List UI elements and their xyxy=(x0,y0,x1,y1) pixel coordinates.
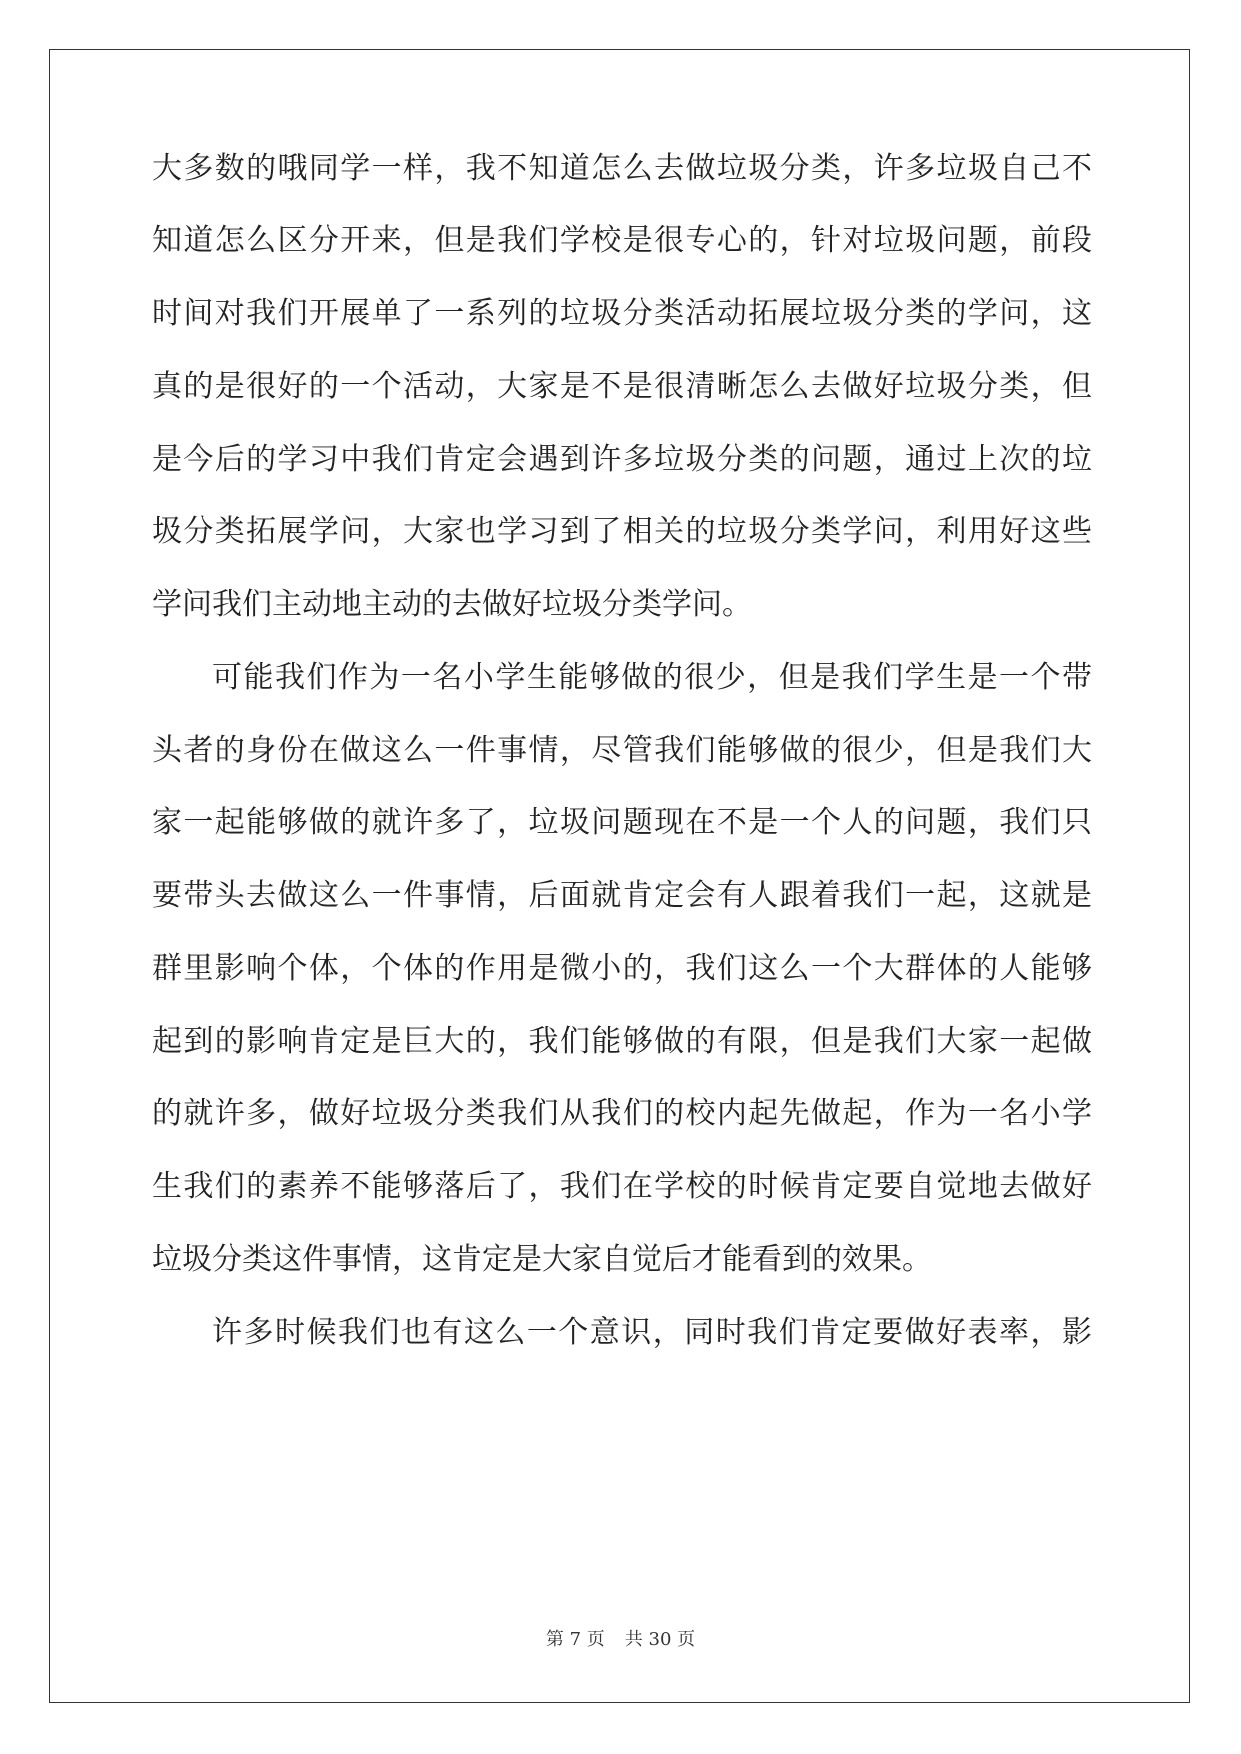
text-line: 起到的影响肯定是巨大的，我们能够做的有限，但是我们大家一起做 xyxy=(152,1024,1092,1059)
text-line: 群里影响个体，个体的作用是微小的，我们这么一个大群体的人能够 xyxy=(152,951,1092,986)
text-line: 学问我们主动地主动的去做好垃圾分类学问。 xyxy=(152,587,752,622)
text-line: 头者的身份在做这么一件事情，尽管我们能够做的很少，但是我们大 xyxy=(152,733,1092,768)
text-line: 真的是很好的一个活动，大家是不是很清晰怎么去做好垃圾分类，但 xyxy=(152,369,1092,404)
paragraph-first-line: 可能我们作为一名小学生能够做的很少，但是我们学生是一个带 xyxy=(212,660,1092,695)
text-line: 圾分类拓展学问，大家也学习到了相关的垃圾分类学问，利用好这些 xyxy=(152,514,1092,549)
text-line: 的就许多，做好垃圾分类我们从我们的校内起先做起，作为一名小学 xyxy=(152,1096,1092,1131)
text-line: 家一起能够做的就许多了，垃圾问题现在不是一个人的问题，我们只 xyxy=(152,805,1092,840)
page-number: 第 7 页 xyxy=(545,1629,605,1650)
paragraph-first-line: 许多时候我们也有这么一个意识，同时我们肯定要做好表率，影 xyxy=(212,1315,1092,1350)
text-line: 垃圾分类这件事情，这肯定是大家自觉后才能看到的效果。 xyxy=(152,1242,932,1277)
page-total: 共 30 页 xyxy=(624,1629,696,1650)
text-line: 要带头去做这么一件事情，后面就肯定会有人跟着我们一起，这就是 xyxy=(152,878,1092,913)
text-line: 时间对我们开展单了一系列的垃圾分类活动拓展垃圾分类的学问，这 xyxy=(152,296,1092,331)
text-line: 生我们的素养不能够落后了，我们在学校的时候肯定要自觉地去做好 xyxy=(152,1169,1092,1204)
page-footer xyxy=(0,1628,1241,1652)
text-line: 知道怎么区分开来，但是我们学校是很专心的，针对垃圾问题，前段 xyxy=(152,223,1092,258)
text-line: 大多数的哦同学一样，我不知道怎么去做垃圾分类，许多垃圾自己不 xyxy=(152,151,1092,186)
text-line: 是今后的学习中我们肯定会遇到许多垃圾分类的问题，通过上次的垃 xyxy=(152,442,1092,477)
